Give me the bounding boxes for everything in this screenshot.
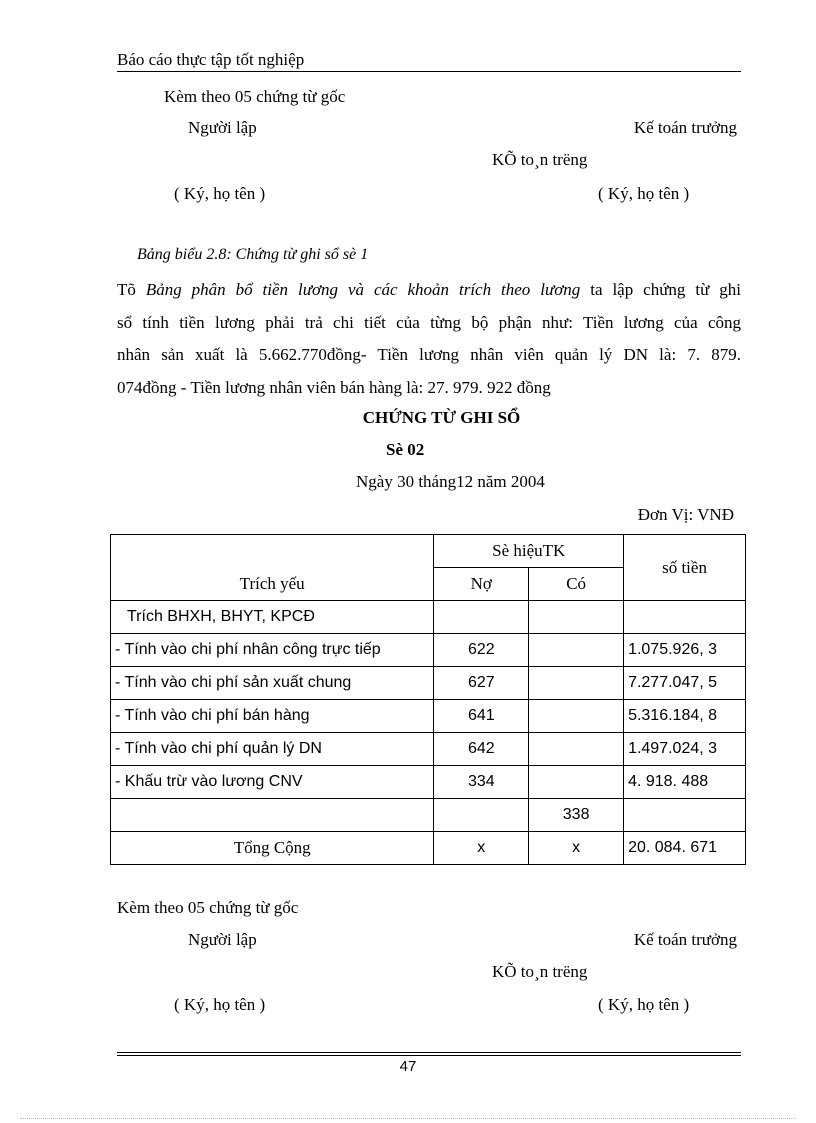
table-row — [111, 601, 746, 634]
voucher-title: CHỨNG TỪ GHI SỔ — [362, 408, 521, 427]
attached-docs-note: Kèm theo 05 chứng từ gốc — [164, 87, 346, 106]
col-header-debit: Nợ — [434, 568, 529, 601]
table-row — [111, 799, 746, 832]
voucher-date: Ngày 30 tháng12 năm 2004 — [356, 472, 545, 491]
currency-unit: Đơn Vị: VNĐ — [637, 505, 734, 524]
row-credit — [529, 766, 624, 799]
footer-rule-bottom — [117, 1055, 741, 1056]
row-desc: - Tính vào chi phí sản xuất chung — [111, 667, 434, 700]
row-desc: Trích BHXH, BHYT, KPCĐ — [111, 601, 434, 634]
row-debit: 641 — [434, 700, 529, 733]
row-credit: 338 — [529, 799, 624, 832]
chief-accountant-label: Kế toán trưởng — [633, 118, 737, 137]
sign-left-note-bottom: ( Ký, họ tên ) — [174, 995, 266, 1014]
preparer-label-bottom: Người lập — [188, 930, 257, 949]
voucher-table — [110, 534, 746, 865]
preparer-label: Người lập — [188, 118, 257, 137]
chief-accountant-garbled: KÕ to¸n trëng — [492, 150, 588, 169]
col-header-credit: Có — [529, 568, 624, 601]
table-row — [111, 700, 746, 733]
table-row — [111, 766, 746, 799]
paragraph-line-3: nhân sản xuất là 5.662.770đồng- Tiền lương nhân viên quản lý DN là: 7. 879. — [117, 345, 741, 364]
row-debit — [434, 601, 529, 634]
row-amount: 7.277.047, 5 — [624, 667, 746, 700]
row-credit — [529, 733, 624, 766]
row-debit: 627 — [434, 667, 529, 700]
header-rule — [117, 71, 741, 72]
sign-left-note: ( Ký, họ tên ) — [174, 184, 266, 203]
total-amount: 20. 084. 671 — [624, 832, 746, 865]
attached-docs-note-bottom: Kèm theo 05 chứng từ gốc — [117, 898, 299, 917]
row-desc: - Tính vào chi phí nhân công trực tiếp — [111, 634, 434, 667]
row-debit — [434, 799, 529, 832]
row-amount: 1.497.024, 3 — [624, 733, 746, 766]
paragraph-line-2: sổ tính tiền lương phải trả chi tiết của từng bộ phận như: Tiền lương của công — [117, 312, 741, 332]
chief-accountant-garbled-bottom: KÕ to¸n trëng — [492, 962, 588, 981]
table-row — [111, 733, 746, 766]
row-amount: 5.316.184, 8 — [624, 700, 746, 733]
row-amount: 4. 918. 488 — [624, 766, 746, 799]
page-number: 47 — [399, 1058, 417, 1075]
page-bottom-dots — [20, 1118, 796, 1119]
row-credit — [529, 634, 624, 667]
sign-right-note-bottom: ( Ký, họ tên ) — [598, 995, 690, 1014]
col-header-summary: Trích yếu — [111, 535, 434, 601]
intro-paragraph — [117, 274, 741, 404]
paragraph-line-4: 074đồng - Tiền lương nhân viên bán hàng là: 27. 979. 922 đồng — [117, 377, 551, 397]
footer-rule-top — [117, 1052, 741, 1053]
row-credit — [529, 700, 624, 733]
row-desc — [111, 799, 434, 832]
col-header-account: Sè hiệuTK — [434, 535, 624, 568]
chief-accountant-label-bottom: Kế toán trưởng — [633, 930, 737, 949]
table-caption: Bảng biểu 2.8: Chứng từ ghi sổ sè 1 — [137, 246, 369, 263]
table-total-row — [111, 832, 746, 865]
total-label: Tổng Cộng — [111, 832, 434, 865]
row-amount — [624, 601, 746, 634]
row-amount — [624, 799, 746, 832]
table-row — [111, 667, 746, 700]
voucher-number: Sè 02 — [386, 440, 425, 459]
col-header-amount: số tiền — [624, 535, 746, 601]
row-credit — [529, 667, 624, 700]
row-credit — [529, 601, 624, 634]
row-desc: - Tính vào chi phí quản lý DN — [111, 733, 434, 766]
total-debit: x — [434, 832, 529, 865]
row-debit: 334 — [434, 766, 529, 799]
row-debit: 642 — [434, 733, 529, 766]
paragraph-line-1: Tõ Bảng phân bổ tiền lương và các khoản trích theo lương ta lập chứng từ ghi — [117, 280, 741, 299]
row-debit: 622 — [434, 634, 529, 667]
sign-right-note: ( Ký, họ tên ) — [598, 184, 690, 203]
row-amount: 1.075.926, 3 — [624, 634, 746, 667]
table-row — [111, 634, 746, 667]
page-header-title: Báo cáo thực tập tốt nghiệp — [117, 50, 305, 69]
row-desc: - Tính vào chi phí bán hàng — [111, 700, 434, 733]
total-credit: x — [529, 832, 624, 865]
row-desc: - Khấu trừ vào lương CNV — [111, 766, 434, 799]
